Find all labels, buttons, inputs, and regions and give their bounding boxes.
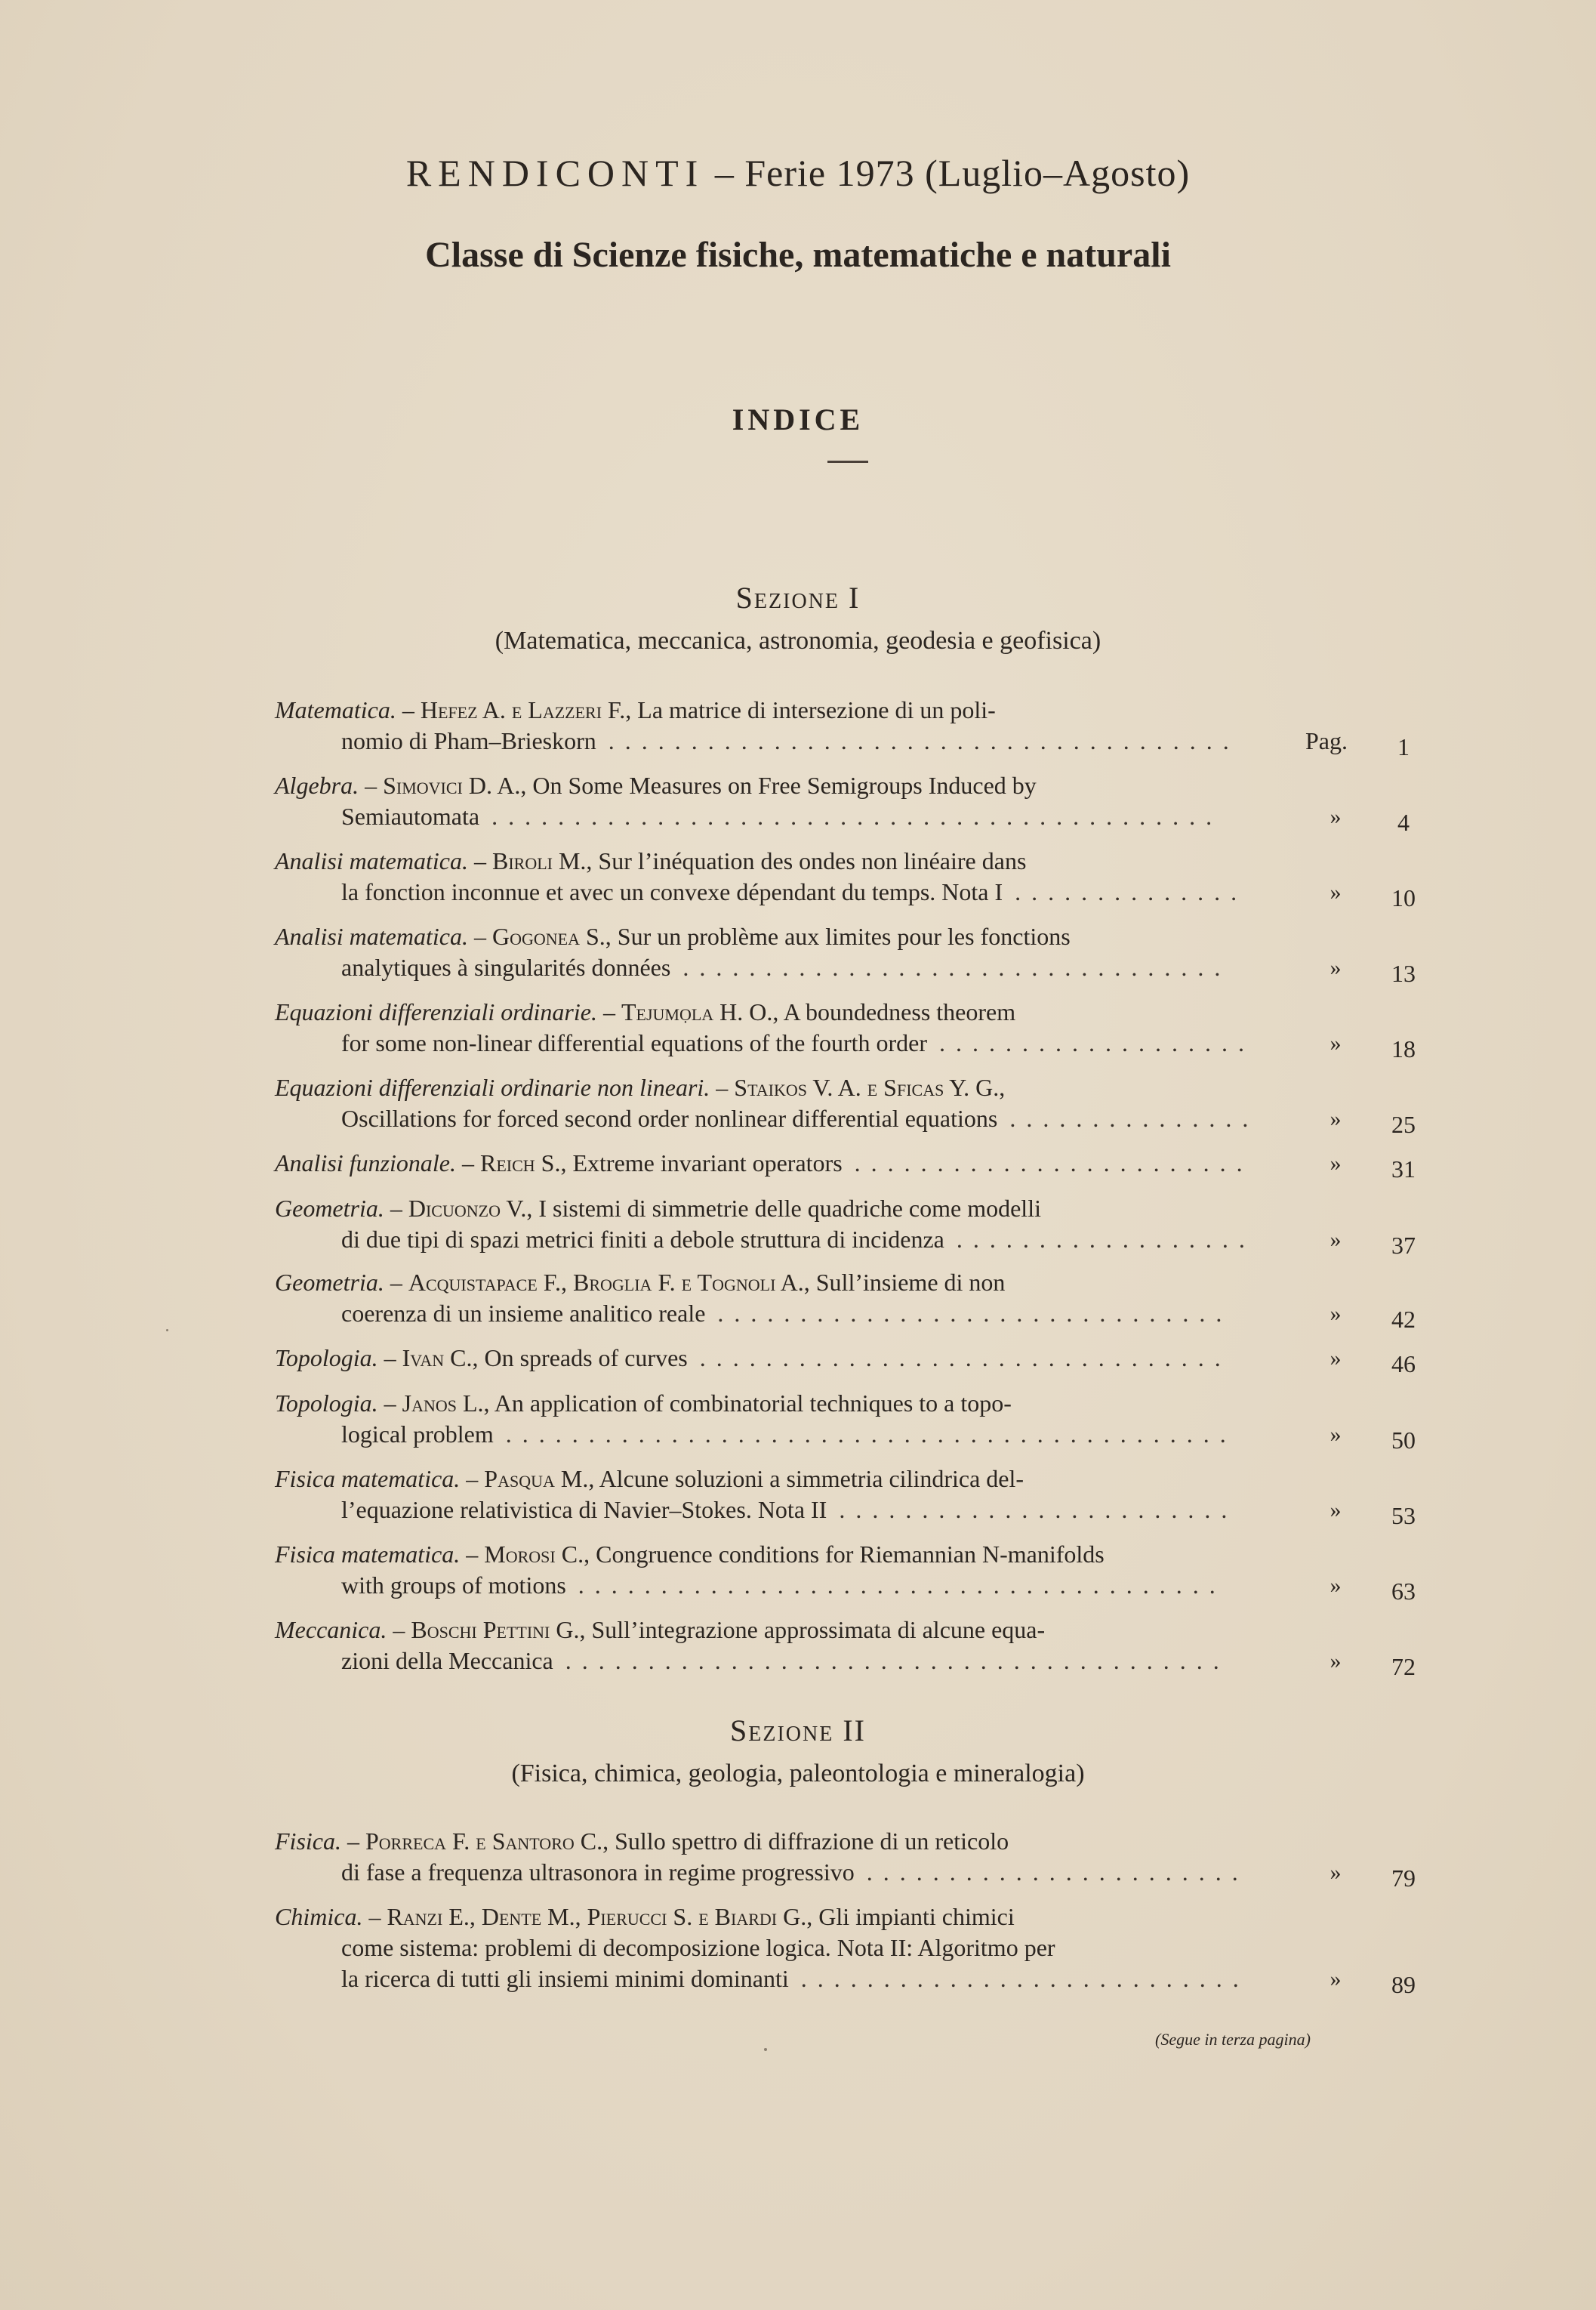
entry-dash: –	[456, 1149, 480, 1177]
entry-title: Sur l’inéquation des ondes non linéaire dans	[598, 847, 1027, 874]
entry-page-marker: »	[1329, 1422, 1342, 1447]
entry-authors: Pasqua M.,	[484, 1465, 595, 1492]
leader-dots: .......................	[866, 1858, 1249, 1886]
entry-page-marker: »	[1329, 1648, 1342, 1673]
entry-title: Congruence conditions for Riemannian N-manifolds	[596, 1541, 1105, 1568]
space	[810, 1269, 816, 1296]
entry-title: Sull’insieme di non	[815, 1269, 1006, 1296]
entry-dash: –	[384, 1195, 408, 1222]
leader-dots: ...........................	[800, 1965, 1249, 1992]
leader-dots: ............................................	[491, 803, 1223, 830]
entry-category: Analisi matematica.	[275, 923, 468, 950]
entry-page-number: 46	[1391, 1350, 1416, 1377]
entry-page-number: 31	[1391, 1155, 1416, 1183]
entry-category: Topologia.	[275, 1344, 378, 1371]
entry-dash: –	[377, 1389, 402, 1417]
leader-dots: ............................................	[505, 1420, 1237, 1448]
entry-dash: –	[596, 998, 621, 1025]
entry-page-number: 25	[1391, 1111, 1416, 1138]
entry-dash: –	[384, 1269, 408, 1296]
entry-page-number: 50	[1391, 1426, 1416, 1454]
entry-first-line	[275, 1193, 1275, 1224]
entry-page-number: 72	[1391, 1653, 1416, 1680]
entry-title-cont: with groups of motions	[341, 1571, 566, 1599]
entry-category: Equazioni differenziali ordinarie.	[275, 998, 597, 1025]
entry-page-marker: »	[1329, 1497, 1342, 1522]
entry-authors: Tejumọla H. O.,	[621, 998, 779, 1025]
entry-dash: –	[362, 1903, 387, 1930]
entry-category: Geometria.	[275, 1269, 384, 1296]
entry-authors: Ivan C.,	[402, 1344, 479, 1371]
toc-entry[interactable]	[275, 1901, 1422, 1998]
leader-dots: .......................................	[578, 1571, 1226, 1599]
toc-entry[interactable]	[275, 695, 1422, 760]
entry-authors: Janos L.,	[402, 1389, 490, 1417]
leader-dots: ..................	[956, 1226, 1256, 1253]
journal-header	[0, 151, 1596, 195]
entry-page-marker: »	[1329, 1151, 1342, 1176]
entry-page-number: 63	[1391, 1578, 1416, 1605]
entry-first-line	[275, 695, 1275, 726]
entry-title-cont: for some non-linear differential equations of the fourth order	[341, 1029, 928, 1056]
entry-category: Geometria.	[275, 1195, 384, 1222]
title-rule	[827, 461, 868, 463]
entry-title: I sistemi di simmetrie delle quadriche come modelli	[538, 1195, 1041, 1222]
entry-category: Chimica.	[275, 1903, 363, 1930]
entry-page-marker: »	[1329, 1227, 1342, 1252]
class-subtitle: Classe di Scienze fisiche, matematiche e naturali	[425, 235, 1171, 275]
entry-title: An application of combinatorial techniques to a topo-	[494, 1389, 1012, 1417]
entry-title-cont: di fase a frequenza ultrasonora in regime progressivo	[341, 1858, 855, 1886]
entry-title-cont: nomio di Pham–Brieskorn	[341, 727, 596, 754]
entry-first-line	[275, 770, 1275, 801]
entry-page-marker: »	[1329, 1573, 1342, 1598]
entry-first-line	[275, 1826, 1275, 1857]
entry-first-line	[275, 1463, 1275, 1494]
entry-dash: –	[467, 847, 492, 874]
entry-first-line	[275, 921, 1275, 952]
entry-title-cont: coerenza di un insieme analitico reale	[341, 1300, 706, 1327]
entry-dash: –	[710, 1074, 735, 1101]
entry-title: Extreme invariant operators	[572, 1149, 843, 1177]
entry-title-cont: come sistema: problemi di decomposizione logica. Nota II: Algoritmo per	[341, 1934, 1055, 1961]
entry-page-marker: »	[1329, 880, 1342, 905]
entry-page-marker: »	[1329, 1966, 1342, 1991]
entry-page-number: 13	[1391, 960, 1416, 987]
entry-category: Analisi funzionale.	[275, 1149, 456, 1177]
section-subtitle: (Matematica, meccanica, astronomia, geodesia e geofisica)	[495, 627, 1101, 655]
entry-authors: Acquistapace F., Broglia F. e Tognoli A.,	[408, 1269, 810, 1296]
toc-entry[interactable]	[275, 1267, 1422, 1333]
section-title: Sezione II	[730, 1713, 866, 1747]
leader-dots: ..............	[1015, 878, 1248, 905]
entry-dash: –	[460, 1541, 485, 1568]
entry-dash: –	[460, 1465, 485, 1492]
entry-title: A boundedness theorem	[783, 998, 1016, 1025]
entry-first-line	[275, 1539, 1275, 1570]
entry-title: On Some Measures on Free Semigroups Induced by	[532, 772, 1037, 799]
leader-dots: .................................	[682, 954, 1231, 981]
entry-page-marker: »	[1329, 955, 1342, 980]
entry-first-line	[275, 1267, 1275, 1298]
entry-dash: –	[387, 1616, 411, 1643]
entry-page-marker: »	[1329, 1860, 1342, 1885]
toc-entry[interactable]	[275, 1148, 1422, 1183]
entry-dash: –	[467, 923, 492, 950]
paper-speck	[764, 2048, 767, 2051]
entry-page-number: 4	[1397, 809, 1410, 836]
entry-first-line	[275, 1615, 1275, 1645]
toc-entry[interactable]	[275, 1826, 1422, 1892]
entry-category: Algebra.	[275, 772, 359, 799]
entry-title-cont: la ricerca di tutti gli insiemi minimi dominanti	[341, 1965, 789, 1992]
entry-page-number: 53	[1391, 1502, 1416, 1529]
entry-title: Sullo spettro di diffrazione di un reticolo	[615, 1827, 1009, 1855]
entry-authors: Morosi C.,	[484, 1541, 590, 1568]
entry-page-marker: »	[1329, 1031, 1342, 1056]
entry-page-marker: »	[1329, 1301, 1342, 1326]
entry-category: Meccanica.	[275, 1616, 387, 1643]
entry-page-marker: »	[1329, 1346, 1342, 1371]
entry-page-number: 42	[1391, 1306, 1416, 1333]
entry-category: Fisica matematica.	[275, 1465, 461, 1492]
entry-page-number: 79	[1391, 1864, 1416, 1892]
entry-page-number: 89	[1391, 1971, 1416, 1998]
toc-entry[interactable]	[275, 1539, 1422, 1605]
entry-first-line	[275, 1072, 1275, 1103]
toc-entry[interactable]	[275, 1615, 1422, 1680]
entry-authors: Reich S.,	[480, 1149, 567, 1177]
leader-dots: ...............	[1009, 1105, 1259, 1132]
section-subtitle: (Fisica, chimica, geologia, paleontologia e mineralogia)	[511, 1759, 1085, 1787]
leader-dots: ........................................	[565, 1647, 1230, 1674]
entry-authors: Simovici D. A.,	[383, 772, 527, 799]
entry-first-line	[275, 997, 1275, 1028]
leader-dots: ...............................	[717, 1300, 1233, 1327]
toc-entry[interactable]	[275, 770, 1422, 836]
toc-entry[interactable]	[275, 846, 1422, 911]
entry-first-line	[275, 1388, 1275, 1419]
journal-name: RENDICONTI	[405, 152, 705, 194]
entry-authors: Gogonea S.,	[491, 923, 612, 950]
entry-authors: Boschi Pettini G.,	[411, 1616, 586, 1643]
entry-category: Fisica.	[275, 1827, 341, 1855]
toc-entry[interactable]	[275, 1193, 1422, 1259]
entry-category: Matematica.	[275, 696, 396, 723]
entry-page-number: 1	[1397, 733, 1410, 760]
leader-dots: ...................	[939, 1029, 1256, 1056]
paper-speck	[166, 1329, 168, 1331]
entry-authors: Ranzi E., Dente M., Pierucci S. e Biardi G.,	[387, 1903, 813, 1930]
entry-title-cont: zioni della Meccanica	[341, 1647, 553, 1674]
entry-title: On spreads of curves	[484, 1344, 688, 1371]
space	[609, 1827, 615, 1855]
entry-category: Topologia.	[275, 1389, 378, 1417]
entry-title-cont: analytiques à singularités données	[341, 954, 671, 981]
entry-title-cont: logical problem	[341, 1420, 494, 1448]
entry-page-marker: »	[1329, 804, 1342, 829]
entry-title: Sur un problème aux limites pour les fonctions	[617, 923, 1071, 950]
entry-page-marker: Pag.	[1305, 727, 1348, 754]
header-separator: –	[714, 152, 735, 194]
entry-continuation-line	[275, 1932, 1342, 1963]
continuation-note: (Segue in terza pagina)	[1155, 2030, 1311, 2049]
space	[590, 1541, 596, 1568]
entry-dash: –	[377, 1344, 402, 1371]
toc-entry[interactable]	[275, 1072, 1422, 1138]
entry-authors: Staikos V. A. e Sficas Y. G.,	[734, 1074, 1006, 1101]
entry-dash: –	[359, 772, 384, 799]
issue-label: Ferie 1973 (Luglio–Agosto)	[744, 152, 1191, 194]
leader-dots: ......................................	[608, 727, 1240, 754]
entry-title-cont: di due tipi di spazi metrici finiti a debole struttura di incidenza	[341, 1226, 944, 1253]
toc-entry[interactable]	[275, 1463, 1422, 1529]
space	[612, 923, 618, 950]
entry-authors: Biroli M.,	[491, 847, 593, 874]
leader-dots: ................................	[699, 1344, 1231, 1371]
entry-authors: Porreca F. e Santoro C.,	[365, 1827, 609, 1855]
entry-page-number: 37	[1391, 1232, 1416, 1259]
entry-category: Fisica matematica.	[275, 1541, 461, 1568]
entry-title: Sull’integrazione approssimata di alcune equa-	[591, 1616, 1046, 1643]
entry-page-number: 10	[1391, 884, 1416, 911]
entry-dash: –	[396, 696, 421, 723]
toc-entry[interactable]	[275, 1388, 1422, 1454]
leader-dots: ........................	[854, 1149, 1253, 1177]
entry-title: Gli impianti chimici	[818, 1903, 1015, 1930]
section-title: Sezione I	[735, 581, 861, 615]
entry-page-marker: »	[1329, 1106, 1342, 1131]
entry-title-cont: Semiautomata	[341, 803, 480, 830]
entry-category: Analisi matematica.	[275, 847, 468, 874]
entry-title-cont: l’equazione relativistica di Navier–Stokes. Nota II	[341, 1496, 827, 1523]
toc-entry[interactable]	[275, 1343, 1422, 1377]
entry-category: Equazioni differenziali ordinarie non lineari.	[275, 1074, 710, 1101]
leader-dots: ........................	[839, 1496, 1238, 1523]
entry-authors: Dicuonzo V.,	[408, 1195, 533, 1222]
entry-title: La matrice di intersezione di un poli-	[637, 696, 996, 723]
index-title: INDICE	[732, 402, 864, 436]
toc-entry[interactable]	[275, 921, 1422, 987]
toc-entry[interactable]	[275, 997, 1422, 1062]
entry-title-cont: Oscillations for forced second order nonlinear differential equations	[341, 1105, 998, 1132]
entry-title-cont: la fonction inconnue et avec un convexe dépendant du temps. Nota I	[341, 878, 1003, 905]
entry-authors: Hefez A. e Lazzeri F.,	[420, 696, 632, 723]
entry-page-number: 18	[1391, 1035, 1416, 1062]
entry-first-line	[275, 846, 1275, 877]
entry-dash: –	[340, 1827, 365, 1855]
entry-first-line	[275, 1901, 1275, 1932]
entry-title: Alcune soluzioni a simmetria cilindrica del-	[599, 1465, 1024, 1492]
